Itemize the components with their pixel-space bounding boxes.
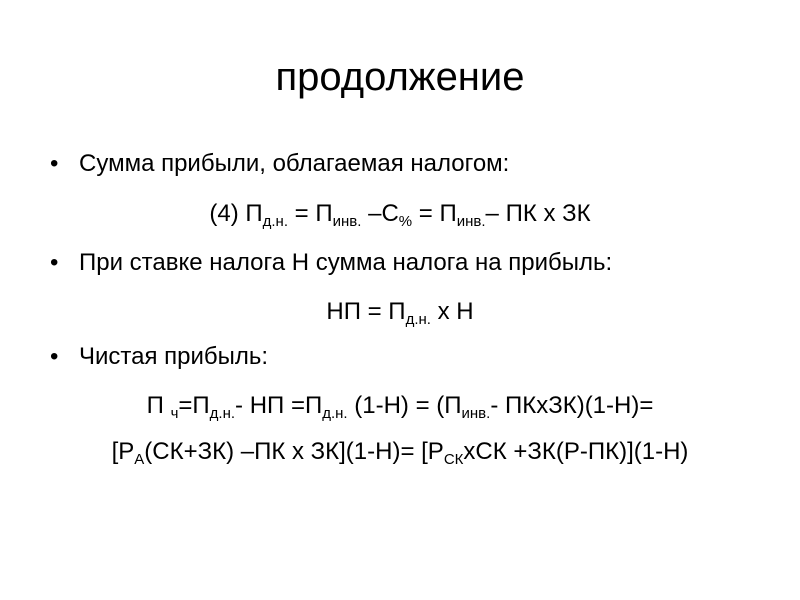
formula-text: х Н [430,298,474,325]
formula-text: – ПК х ЗК [485,200,591,227]
formula-text: - ПКхЗК)(1-Н)= [490,392,654,419]
formula-subscript: А [134,451,145,468]
bullet-tax-amount: • При ставке налога Н сумма налога на прибыль: [0,248,800,278]
formula-text: - НП =П [235,392,323,419]
formula-subscript: инв. [456,213,486,230]
formula-text: = П [412,200,457,227]
formula-subscript: ч [170,405,179,422]
formula-taxable-profit [0,199,800,229]
formula-subscript: СК [443,451,464,468]
formula-subscript: инв. [461,405,491,422]
formula-text: хСК +ЗК(Р-ПК)](1-Н) [463,438,689,465]
formula-subscript: % [398,213,413,230]
formula-text: =П [178,392,210,419]
formula-subscript: инв. [332,213,362,230]
formula-tax-amount [0,297,800,327]
formula-text: [Р [111,438,135,465]
bullet-taxable-profit: • Сумма прибыли, облагаемая налогом: [0,149,800,179]
formula-text: (СК+ЗК) –ПК х ЗК](1-Н)= [Р [144,438,444,465]
formula-text: (1-Н) = (П [347,392,462,419]
formula-text: П [146,392,171,419]
formula-subscript: д.н. [209,405,236,422]
formula-text: = П [288,200,333,227]
formula-text: (4) П [209,200,263,227]
formula-net-profit [0,391,800,421]
formula-text: НП = П [326,298,406,325]
formula-subscript: д.н. [262,213,288,230]
formula-net-profit-expanded [0,437,800,467]
formula-subscript: д.н. [405,311,431,328]
formula-text: –С [361,200,399,227]
slide-title: продолжение [275,55,525,99]
formula-subscript: д.н. [322,405,348,422]
bullet-net-profit: • Чистая прибыль: [0,342,800,372]
